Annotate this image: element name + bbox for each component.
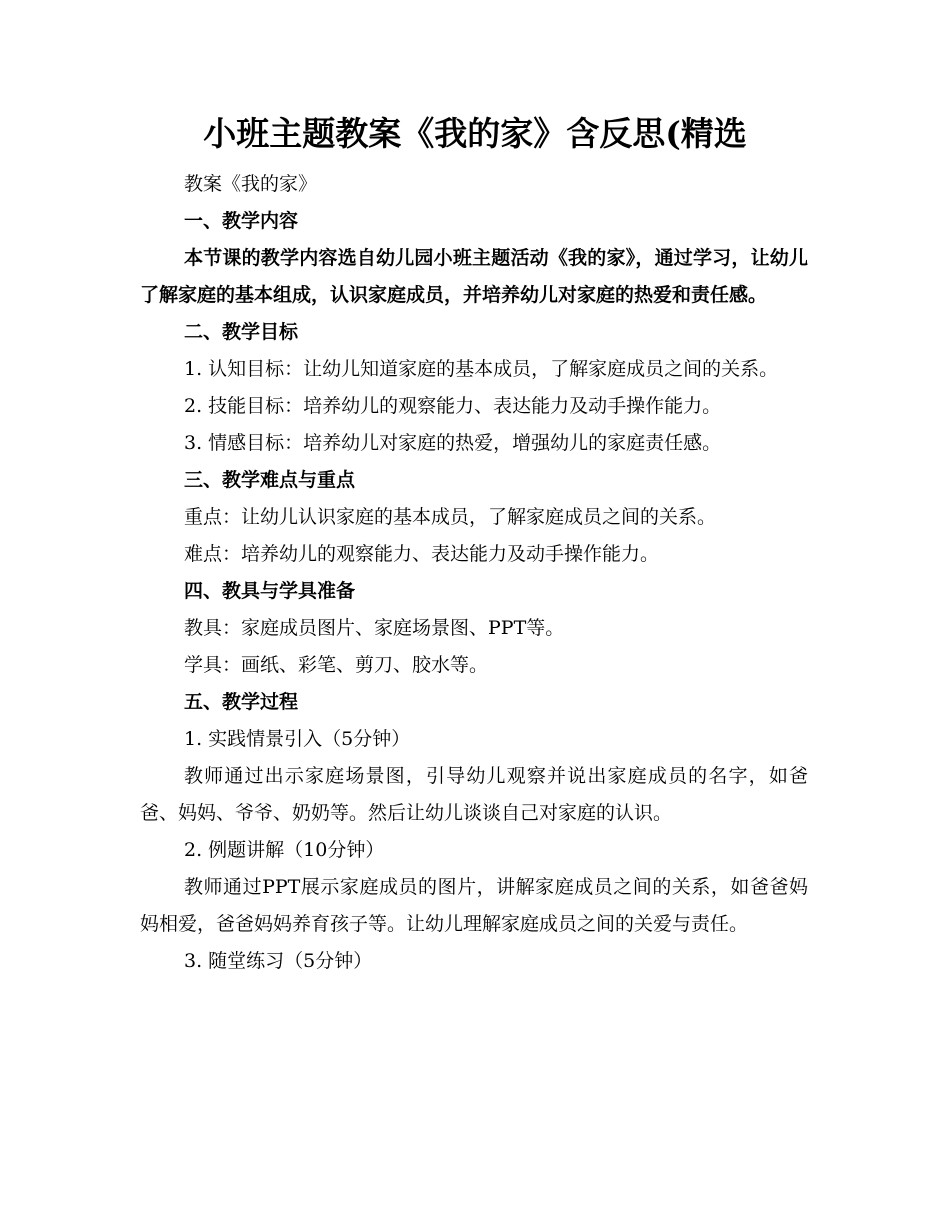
- teacher-materials: 教具：家庭成员图片、家庭场景图、PPT等。: [184, 617, 565, 639]
- objective-3: 3. 情感目标：培养幼儿对家庭的热爱，增强幼儿的家庭责任感。: [184, 432, 722, 454]
- section-heading-key-points: 三、教学难点与重点: [184, 469, 356, 491]
- section-heading-process: 五、教学过程: [184, 691, 299, 713]
- difficult-point: 难点：培养幼儿的观察能力、表达能力及动手操作能力。: [184, 543, 660, 565]
- student-materials: 学具：画纸、彩笔、剪刀、胶水等。: [184, 654, 489, 676]
- document-title: 小班主题教案《我的家》含反思(精选: [203, 114, 747, 153]
- paragraph-content-summary: 本节课的教学内容选自幼儿园小班主题活动《我的家》，通过学习，让幼儿了解家庭的基本组成，认识家庭成员，并培养幼儿对家庭的热爱和责任感。: [140, 247, 808, 306]
- process-step-2: 2. 例题讲解（10分钟）: [184, 839, 385, 861]
- section-heading-materials: 四、教具与学具准备: [184, 580, 356, 602]
- process-step-1: 1. 实践情景引入（5分钟）: [184, 728, 411, 750]
- paragraph-1: 教案《我的家》: [184, 173, 318, 195]
- section-heading-objectives: 二、教学目标: [184, 321, 299, 343]
- process-step-2-detail: 教师通过PPT展示家庭成员的图片，讲解家庭成员之间的关系，如爸爸妈妈相爱，爸爸妈妈养育孩子等。让幼儿理解家庭成员之间的关爱与责任。: [140, 876, 808, 935]
- key-point: 重点：让幼儿认识家庭的基本成员，了解家庭成员之间的关系。: [184, 506, 717, 528]
- document-body: [140, 166, 808, 980]
- process-step-3: 3. 随堂练习（5分钟）: [184, 950, 373, 972]
- objective-1: 1. 认知目标：让幼儿知道家庭的基本成员，了解家庭成员之间的关系。: [184, 358, 779, 380]
- objective-2: 2. 技能目标：培养幼儿的观察能力、表达能力及动手操作能力。: [184, 395, 722, 417]
- section-heading-content: 一、教学内容: [184, 210, 299, 232]
- process-step-1-detail: 教师通过出示家庭场景图，引导幼儿观察并说出家庭成员的名字，如爸爸、妈妈、爷爷、奶奶等。然后让幼儿谈谈自己对家庭的认识。: [140, 765, 808, 824]
